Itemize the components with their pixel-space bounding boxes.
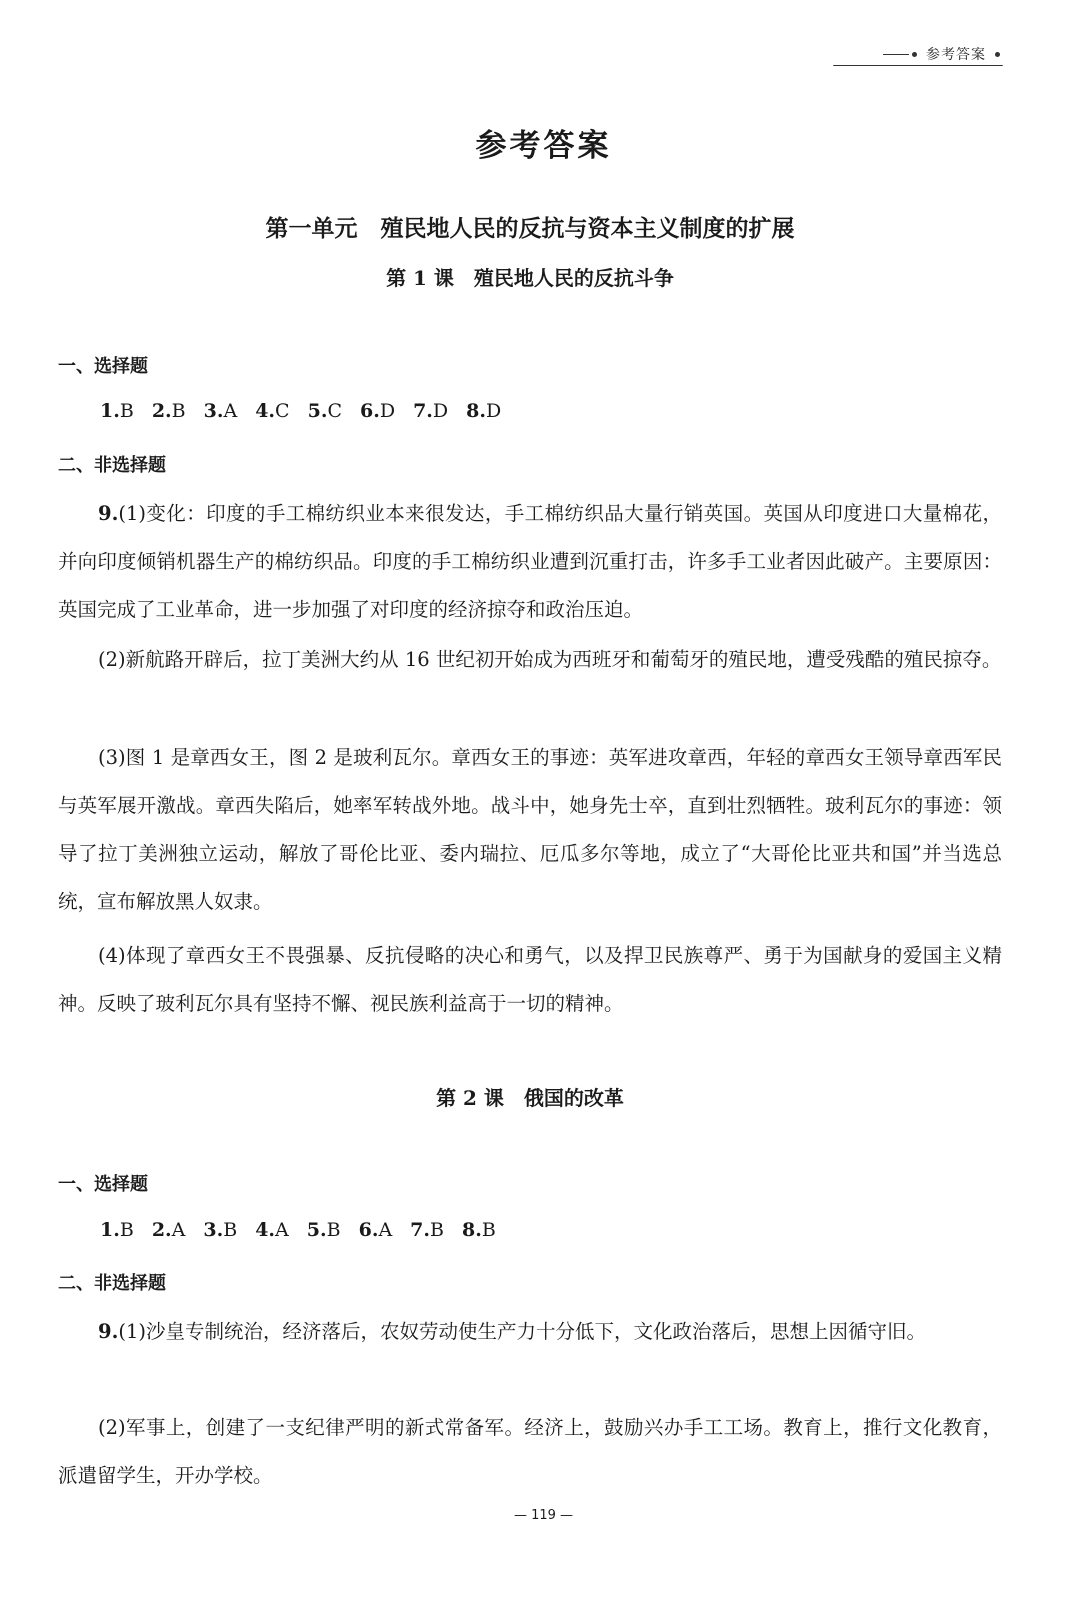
header-dot-left (912, 52, 917, 57)
answer-item (359, 1219, 393, 1241)
lesson-2-answer-paragraph: (2)军事上，创建了一支纪律严明的新式常备军。经济上，鼓励兴办手工工场。教育上，推行文化教育，派遣留学生，开办学校。 (58, 1416, 1002, 1487)
paragraph-text: (1)变化：印度的手工棉纺织业本来很发达，手工棉纺织品大量行销英国。英国从印度进口大量棉花，并向印度倾销机器生产的棉纺织品。印度的手工棉纺织业遭到沉重打击，许多手工业者因此破产。主要原因：英国完成了工业革命，进一步加强了对印度的经济掠夺和政治压迫。 (58, 502, 1002, 621)
answer-item (100, 400, 134, 422)
header-tag (883, 44, 1003, 64)
answer-letter: D (432, 400, 449, 422)
answer-item (466, 400, 501, 422)
answer-letter: C (327, 400, 342, 422)
page-title: 参考答案 (475, 128, 612, 164)
question-number: 9. (98, 1320, 119, 1343)
answer-item (203, 1219, 237, 1241)
paragraph-text: (1)沙皇专制统治，经济落后，农奴劳动使生产力十分低下，文化政治落后，思想上因循守旧。 (118, 1320, 926, 1343)
answer-item (308, 400, 342, 422)
answer-item (413, 400, 448, 422)
answer-letter: B (223, 1219, 238, 1241)
header-line-left (883, 54, 909, 55)
answer-item (152, 400, 186, 422)
answer-number: 3. (203, 400, 224, 422)
page-number: — 119 — (513, 1508, 574, 1523)
answer-item (307, 1219, 341, 1241)
answer-letter: A (378, 1219, 393, 1241)
answer-number: 7. (410, 1219, 431, 1241)
header-tag-label: 参考答案 (926, 47, 986, 63)
answer-letter: B (119, 400, 134, 422)
answer-letter: A (223, 400, 238, 422)
lesson-1-section-choice: 一、选择题 (58, 356, 148, 377)
answer-number: 2. (151, 400, 172, 422)
answer-number: 1. (100, 400, 120, 422)
answer-number: 6. (359, 400, 380, 422)
answer-item (100, 1219, 134, 1241)
answer-number: 8. (461, 1219, 482, 1241)
header-underline (833, 65, 1003, 66)
answer-item (255, 400, 289, 422)
lesson-1-answer-paragraph: (3)图 1 是章西女王，图 2 是玻利瓦尔。章西女王的事迹：英军进攻章西，年轻的章西女王领导章西军民与英军展开激战。章西失陷后，她率军转战外地。战斗中，她身先士卒，直到壮烈牺牲。玻利瓦尔的事迹：领导了拉丁美洲独立运动，解放了哥伦比亚、委内瑞拉、厄瓜多尔等地，成立了“大哥伦比亚共和国”并当选总统，宣布解放黑人奴隶。 (58, 746, 1002, 913)
answer-number: 2. (151, 1219, 172, 1241)
answer-letter: D (379, 400, 396, 422)
answer-item (360, 400, 395, 422)
lesson-2-title: 第 2 课 俄国的改革 (436, 1086, 624, 1110)
answer-letter: C (275, 400, 290, 422)
answer-number: 8. (466, 400, 486, 422)
answer-item (410, 1219, 444, 1241)
answer-number: 5. (307, 400, 328, 422)
answer-number: 7. (413, 400, 433, 422)
lesson-2-answers (100, 1219, 496, 1241)
answer-number: 5. (306, 1219, 327, 1241)
unit-title: 第一单元 殖民地人民的反抗与资本主义制度的扩展 (265, 215, 795, 242)
answer-number: 6. (358, 1219, 379, 1241)
question-number: 9. (98, 502, 119, 525)
answer-letter: B (326, 1219, 341, 1241)
header-dot-right (995, 52, 1000, 57)
lesson-1-answer-paragraph: (4)体现了章西女王不畏强暴、反抗侵略的决心和勇气，以及捍卫民族尊严、勇于为国献身的爱国主义精神。反映了玻利瓦尔具有坚持不懈、视民族利益高于一切的精神。 (58, 944, 1002, 1015)
lesson-2-section-choice: 一、选择题 (58, 1174, 148, 1195)
answer-letter: B (430, 1219, 444, 1241)
lesson-1-section-open: 二、非选择题 (58, 455, 166, 476)
answer-item (152, 1219, 186, 1241)
answer-number: 4. (255, 400, 276, 422)
lesson-2-answer-paragraph (58, 1308, 1002, 1356)
answer-letter: A (275, 1219, 289, 1241)
answer-letter: B (171, 400, 186, 422)
answer-number: 4. (255, 1219, 276, 1241)
answer-number: 3. (203, 1219, 224, 1241)
answer-letter: B (119, 1219, 134, 1241)
lesson-1-title: 第 1 课 殖民地人民的反抗斗争 (386, 266, 674, 290)
answer-item (204, 400, 238, 422)
answer-item (462, 1219, 496, 1241)
answer-letter: A (171, 1219, 186, 1241)
answer-letter: D (485, 400, 502, 422)
lesson-1-answer-paragraph (58, 490, 1002, 634)
answer-letter: B (481, 1219, 496, 1241)
answer-item (255, 1219, 289, 1241)
lesson-2-section-open: 二、非选择题 (58, 1273, 166, 1294)
lesson-1-answer-paragraph: (2)新航路开辟后，拉丁美洲大约从 16 世纪初开始成为西班牙和葡萄牙的殖民地，遭受残酷的殖民掠夺。 (98, 648, 1002, 671)
lesson-1-answers (100, 400, 501, 422)
answer-number: 1. (100, 1219, 120, 1241)
